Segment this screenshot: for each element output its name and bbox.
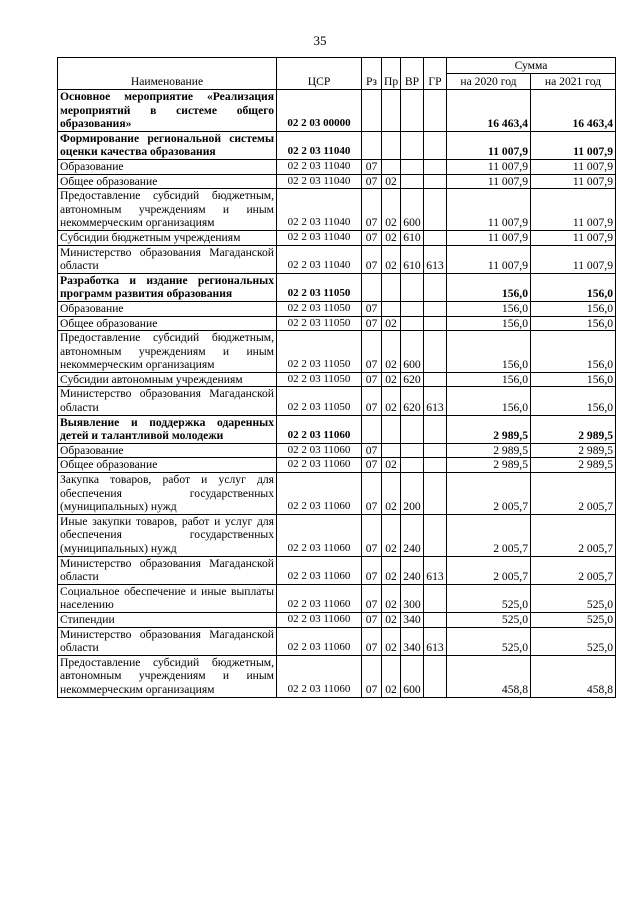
row-rz-code: 07 bbox=[362, 655, 382, 697]
header-rz: Рз bbox=[362, 58, 382, 90]
row-pr-code: 02 bbox=[382, 189, 401, 231]
row-csr-code: 02 2 03 11060 bbox=[277, 584, 362, 612]
row-pr-code bbox=[382, 273, 401, 301]
table-body bbox=[58, 90, 616, 698]
row-csr-code: 02 2 03 11040 bbox=[277, 189, 362, 231]
row-rz-code: 07 bbox=[362, 159, 382, 174]
row-pr-code: 02 bbox=[382, 458, 401, 473]
table-row bbox=[58, 273, 616, 301]
row-gr-code: 613 bbox=[424, 387, 447, 415]
row-name: Субсидии бюджетным учреждениям bbox=[58, 230, 277, 245]
row-vr-code: 340 bbox=[401, 627, 424, 655]
row-csr-code: 02 2 03 11060 bbox=[277, 612, 362, 627]
row-csr-code: 02 2 03 11040 bbox=[277, 245, 362, 273]
row-gr-code bbox=[424, 174, 447, 189]
row-rz-code: 07 bbox=[362, 316, 382, 331]
row-rz-code: 07 bbox=[362, 584, 382, 612]
row-gr-code bbox=[424, 159, 447, 174]
row-rz-code: 07 bbox=[362, 514, 382, 556]
row-name: Разработка и издание региональных программ развития образования bbox=[58, 273, 277, 301]
row-name: Образование bbox=[58, 301, 277, 316]
row-sum-2021: 525,0 bbox=[531, 612, 616, 627]
row-sum-2020: 2 989,5 bbox=[447, 458, 531, 473]
row-csr-code: 02 2 03 11050 bbox=[277, 273, 362, 301]
row-gr-code: 613 bbox=[424, 245, 447, 273]
row-sum-2020: 156,0 bbox=[447, 301, 531, 316]
row-sum-2021: 156,0 bbox=[531, 301, 616, 316]
row-rz-code: 07 bbox=[362, 627, 382, 655]
row-gr-code bbox=[424, 372, 447, 387]
row-gr-code bbox=[424, 458, 447, 473]
row-sum-2020: 156,0 bbox=[447, 372, 531, 387]
row-rz-code: 07 bbox=[362, 189, 382, 231]
row-name: Предоставление субсидий бюджетным, автономным учреждениям и иным некоммерческим организациям bbox=[58, 331, 277, 373]
row-sum-2021: 525,0 bbox=[531, 584, 616, 612]
row-gr-code bbox=[424, 301, 447, 316]
row-pr-code: 02 bbox=[382, 331, 401, 373]
row-vr-code bbox=[401, 90, 424, 132]
row-pr-code bbox=[382, 159, 401, 174]
table-row bbox=[58, 90, 616, 132]
row-sum-2020: 2 989,5 bbox=[447, 443, 531, 458]
table-row bbox=[58, 473, 616, 515]
row-gr-code bbox=[424, 316, 447, 331]
row-gr-code: 613 bbox=[424, 556, 447, 584]
row-csr-code: 02 2 03 11050 bbox=[277, 331, 362, 373]
row-vr-code: 610 bbox=[401, 230, 424, 245]
row-pr-code: 02 bbox=[382, 612, 401, 627]
row-sum-2020: 11 007,9 bbox=[447, 131, 531, 159]
row-gr-code bbox=[424, 612, 447, 627]
row-csr-code: 02 2 03 11060 bbox=[277, 458, 362, 473]
row-vr-code bbox=[401, 415, 424, 443]
row-sum-2021: 156,0 bbox=[531, 372, 616, 387]
row-pr-code: 02 bbox=[382, 584, 401, 612]
row-gr-code bbox=[424, 584, 447, 612]
row-name: Образование bbox=[58, 159, 277, 174]
row-csr-code: 02 2 03 11060 bbox=[277, 556, 362, 584]
row-csr-code: 02 2 03 11060 bbox=[277, 655, 362, 697]
row-sum-2020: 2 005,7 bbox=[447, 556, 531, 584]
row-name: Общее образование bbox=[58, 458, 277, 473]
table-row bbox=[58, 627, 616, 655]
table-row bbox=[58, 159, 616, 174]
row-sum-2020: 11 007,9 bbox=[447, 159, 531, 174]
row-sum-2020: 525,0 bbox=[447, 584, 531, 612]
table-row bbox=[58, 316, 616, 331]
row-name: Министерство образования Магаданской области bbox=[58, 245, 277, 273]
row-vr-code bbox=[401, 301, 424, 316]
table-row bbox=[58, 245, 616, 273]
row-rz-code: 07 bbox=[362, 387, 382, 415]
row-vr-code bbox=[401, 443, 424, 458]
table-row bbox=[58, 514, 616, 556]
row-name: Стипендии bbox=[58, 612, 277, 627]
row-pr-code bbox=[382, 90, 401, 132]
row-sum-2020: 2 989,5 bbox=[447, 415, 531, 443]
header-name: Наименование bbox=[58, 58, 277, 90]
row-gr-code: 613 bbox=[424, 627, 447, 655]
table-row bbox=[58, 387, 616, 415]
row-sum-2020: 525,0 bbox=[447, 612, 531, 627]
header-csr: ЦСР bbox=[277, 58, 362, 90]
row-pr-code: 02 bbox=[382, 372, 401, 387]
row-sum-2020: 11 007,9 bbox=[447, 189, 531, 231]
row-sum-2021: 156,0 bbox=[531, 387, 616, 415]
row-sum-2020: 11 007,9 bbox=[447, 230, 531, 245]
row-rz-code: 07 bbox=[362, 301, 382, 316]
row-vr-code: 240 bbox=[401, 556, 424, 584]
row-vr-code: 620 bbox=[401, 372, 424, 387]
row-pr-code bbox=[382, 131, 401, 159]
row-sum-2020: 525,0 bbox=[447, 627, 531, 655]
row-csr-code: 02 2 03 11050 bbox=[277, 301, 362, 316]
row-vr-code bbox=[401, 159, 424, 174]
row-gr-code bbox=[424, 90, 447, 132]
row-csr-code: 02 2 03 00000 bbox=[277, 90, 362, 132]
row-name: Социальное обеспечение и иные выплаты населению bbox=[58, 584, 277, 612]
row-pr-code bbox=[382, 301, 401, 316]
row-gr-code bbox=[424, 273, 447, 301]
row-rz-code bbox=[362, 273, 382, 301]
row-csr-code: 02 2 03 11060 bbox=[277, 514, 362, 556]
row-gr-code bbox=[424, 131, 447, 159]
row-sum-2020: 16 463,4 bbox=[447, 90, 531, 132]
row-vr-code: 600 bbox=[401, 189, 424, 231]
row-vr-code bbox=[401, 458, 424, 473]
row-gr-code bbox=[424, 443, 447, 458]
row-rz-code: 07 bbox=[362, 473, 382, 515]
row-vr-code bbox=[401, 273, 424, 301]
row-pr-code: 02 bbox=[382, 627, 401, 655]
row-sum-2021: 2 005,7 bbox=[531, 556, 616, 584]
row-rz-code bbox=[362, 131, 382, 159]
table-row bbox=[58, 301, 616, 316]
row-pr-code: 02 bbox=[382, 387, 401, 415]
row-name: Предоставление субсидий бюджетным, автономным учреждениям и иным некоммерческим организациям bbox=[58, 655, 277, 697]
row-sum-2020: 156,0 bbox=[447, 316, 531, 331]
row-pr-code: 02 bbox=[382, 316, 401, 331]
row-name: Иные закупки товаров, работ и услуг для обеспечения государственных (муниципальных) нужд bbox=[58, 514, 277, 556]
row-rz-code: 07 bbox=[362, 230, 382, 245]
table-row bbox=[58, 415, 616, 443]
page-number: 35 bbox=[313, 33, 327, 48]
row-sum-2020: 11 007,9 bbox=[447, 245, 531, 273]
row-name: Субсидии автономным учреждениям bbox=[58, 372, 277, 387]
header-year-2020: на 2020 год bbox=[447, 74, 531, 90]
row-csr-code: 02 2 03 11040 bbox=[277, 131, 362, 159]
row-name: Общее образование bbox=[58, 174, 277, 189]
row-vr-code bbox=[401, 174, 424, 189]
row-sum-2021: 156,0 bbox=[531, 273, 616, 301]
row-csr-code: 02 2 03 11060 bbox=[277, 415, 362, 443]
table-row bbox=[58, 612, 616, 627]
table-row bbox=[58, 372, 616, 387]
row-gr-code bbox=[424, 655, 447, 697]
row-gr-code bbox=[424, 473, 447, 515]
row-name: Образование bbox=[58, 443, 277, 458]
row-pr-code: 02 bbox=[382, 556, 401, 584]
table-row bbox=[58, 174, 616, 189]
row-sum-2021: 458,8 bbox=[531, 655, 616, 697]
row-rz-code: 07 bbox=[362, 372, 382, 387]
row-pr-code: 02 bbox=[382, 245, 401, 273]
row-sum-2021: 11 007,9 bbox=[531, 245, 616, 273]
row-sum-2020: 458,8 bbox=[447, 655, 531, 697]
row-gr-code bbox=[424, 189, 447, 231]
table-row bbox=[58, 584, 616, 612]
table-row bbox=[58, 230, 616, 245]
header-gr: ГР bbox=[424, 58, 447, 90]
row-rz-code: 07 bbox=[362, 612, 382, 627]
row-rz-code bbox=[362, 415, 382, 443]
row-vr-code: 600 bbox=[401, 655, 424, 697]
row-rz-code: 07 bbox=[362, 443, 382, 458]
row-sum-2021: 11 007,9 bbox=[531, 159, 616, 174]
row-pr-code: 02 bbox=[382, 655, 401, 697]
table-row bbox=[58, 443, 616, 458]
table-row bbox=[58, 189, 616, 231]
row-csr-code: 02 2 03 11060 bbox=[277, 443, 362, 458]
row-sum-2021: 156,0 bbox=[531, 331, 616, 373]
row-vr-code: 240 bbox=[401, 514, 424, 556]
row-sum-2021: 11 007,9 bbox=[531, 189, 616, 231]
row-sum-2021: 11 007,9 bbox=[531, 131, 616, 159]
row-vr-code bbox=[401, 131, 424, 159]
table-row bbox=[58, 458, 616, 473]
row-pr-code: 02 bbox=[382, 230, 401, 245]
row-csr-code: 02 2 03 11060 bbox=[277, 627, 362, 655]
row-name: Выявление и поддержка одаренных детей и талантливой молодежи bbox=[58, 415, 277, 443]
row-sum-2021: 16 463,4 bbox=[531, 90, 616, 132]
row-sum-2020: 2 005,7 bbox=[447, 473, 531, 515]
row-gr-code bbox=[424, 514, 447, 556]
row-sum-2020: 156,0 bbox=[447, 273, 531, 301]
row-vr-code: 600 bbox=[401, 331, 424, 373]
row-csr-code: 02 2 03 11060 bbox=[277, 473, 362, 515]
row-rz-code bbox=[362, 90, 382, 132]
row-vr-code: 340 bbox=[401, 612, 424, 627]
row-rz-code: 07 bbox=[362, 556, 382, 584]
row-csr-code: 02 2 03 11050 bbox=[277, 316, 362, 331]
row-vr-code bbox=[401, 316, 424, 331]
row-name: Министерство образования Магаданской области bbox=[58, 627, 277, 655]
row-rz-code: 07 bbox=[362, 331, 382, 373]
row-gr-code bbox=[424, 230, 447, 245]
row-gr-code bbox=[424, 331, 447, 373]
row-sum-2021: 11 007,9 bbox=[531, 230, 616, 245]
row-name: Министерство образования Магаданской области bbox=[58, 556, 277, 584]
row-csr-code: 02 2 03 11040 bbox=[277, 230, 362, 245]
row-name: Предоставление субсидий бюджетным, автономным учреждениям и иным некоммерческим организациям bbox=[58, 189, 277, 231]
row-rz-code: 07 bbox=[362, 458, 382, 473]
row-sum-2020: 156,0 bbox=[447, 331, 531, 373]
row-csr-code: 02 2 03 11050 bbox=[277, 372, 362, 387]
row-name: Общее образование bbox=[58, 316, 277, 331]
budget-table bbox=[57, 57, 616, 698]
table-header bbox=[58, 58, 616, 90]
row-vr-code: 610 bbox=[401, 245, 424, 273]
row-sum-2020: 2 005,7 bbox=[447, 514, 531, 556]
row-rz-code: 07 bbox=[362, 174, 382, 189]
row-gr-code bbox=[424, 415, 447, 443]
row-name: Министерство образования Магаданской области bbox=[58, 387, 277, 415]
row-pr-code: 02 bbox=[382, 514, 401, 556]
row-sum-2021: 2 989,5 bbox=[531, 443, 616, 458]
table-row bbox=[58, 331, 616, 373]
header-year-2021: на 2021 год bbox=[531, 74, 616, 90]
row-vr-code: 200 bbox=[401, 473, 424, 515]
row-csr-code: 02 2 03 11040 bbox=[277, 174, 362, 189]
row-sum-2021: 156,0 bbox=[531, 316, 616, 331]
header-sum: Сумма bbox=[447, 58, 616, 74]
row-name: Формирование региональной системы оценки качества образования bbox=[58, 131, 277, 159]
row-sum-2021: 11 007,9 bbox=[531, 174, 616, 189]
row-csr-code: 02 2 03 11040 bbox=[277, 159, 362, 174]
row-pr-code: 02 bbox=[382, 473, 401, 515]
row-sum-2020: 156,0 bbox=[447, 387, 531, 415]
row-sum-2021: 2 989,5 bbox=[531, 458, 616, 473]
row-sum-2021: 525,0 bbox=[531, 627, 616, 655]
row-sum-2021: 2 005,7 bbox=[531, 514, 616, 556]
row-pr-code: 02 bbox=[382, 174, 401, 189]
row-pr-code bbox=[382, 415, 401, 443]
row-name: Основное мероприятие «Реализация мероприятий в системе общего образования» bbox=[58, 90, 277, 132]
row-vr-code: 300 bbox=[401, 584, 424, 612]
row-sum-2021: 2 005,7 bbox=[531, 473, 616, 515]
row-sum-2020: 11 007,9 bbox=[447, 174, 531, 189]
header-pr: Пр bbox=[382, 58, 401, 90]
row-pr-code bbox=[382, 443, 401, 458]
row-rz-code: 07 bbox=[362, 245, 382, 273]
table-row bbox=[58, 131, 616, 159]
table-row bbox=[58, 655, 616, 697]
header-vr: ВР bbox=[401, 58, 424, 90]
row-csr-code: 02 2 03 11050 bbox=[277, 387, 362, 415]
row-name: Закупка товаров, работ и услуг для обеспечения государственных (муниципальных) нужд bbox=[58, 473, 277, 515]
row-sum-2021: 2 989,5 bbox=[531, 415, 616, 443]
table-row bbox=[58, 556, 616, 584]
row-vr-code: 620 bbox=[401, 387, 424, 415]
